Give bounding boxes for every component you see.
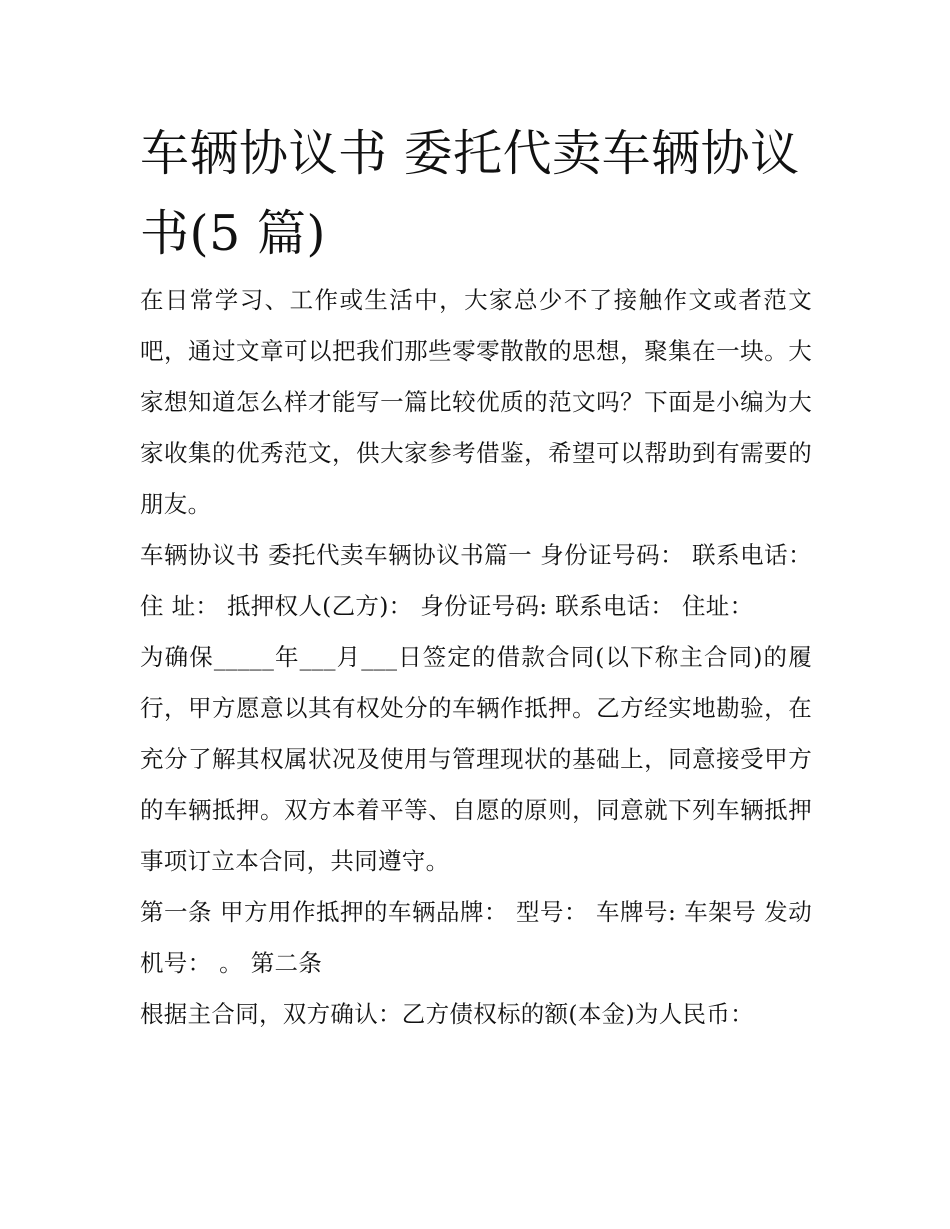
purpose-paragraph: 为确保_____年___月___日签定的借款合同(以下称主合同)的履行，甲方愿意以其有权处分的车辆作抵押。乙方经实地勘验，在充分了解其权属状况及使用与管理现状的基础上，同意接受甲方的车辆抵押。双方本着平等、自愿的原则，同意就下列车辆抵押事项订立本合同，共同遵守。 — [140, 643, 812, 875]
document-title: 车辆协议书 委托代卖车辆协议书(5 篇) — [140, 125, 800, 262]
article-two-paragraph: 根据主合同，双方确认：乙方债权标的额(本金)为人民币： — [140, 1000, 754, 1028]
intro-paragraph: 在日常学习、工作或生活中，大家总少不了接触作文或者范文吧，通过文章可以把我们那些零零散散的思想，聚集在一块。大家想知道怎么样才能写一篇比较优质的范文吗？下面是小编为大家收集的优秀范文，供大家参考借鉴，希望可以帮助到有需要的朋友。 — [140, 286, 812, 518]
article-one-paragraph: 第一条 甲方用作抵押的车辆品牌： 型号： 车牌号: 车架号 发动机号： 。 第二条 — [140, 898, 812, 977]
parties-paragraph: 车辆协议书 委托代卖车辆协议书篇一 身份证号码： 联系电话： 住 址： 抵押权人(乙方)： 身份证号码: 联系电话： 住址： — [140, 541, 812, 620]
document-body — [140, 275, 812, 1040]
